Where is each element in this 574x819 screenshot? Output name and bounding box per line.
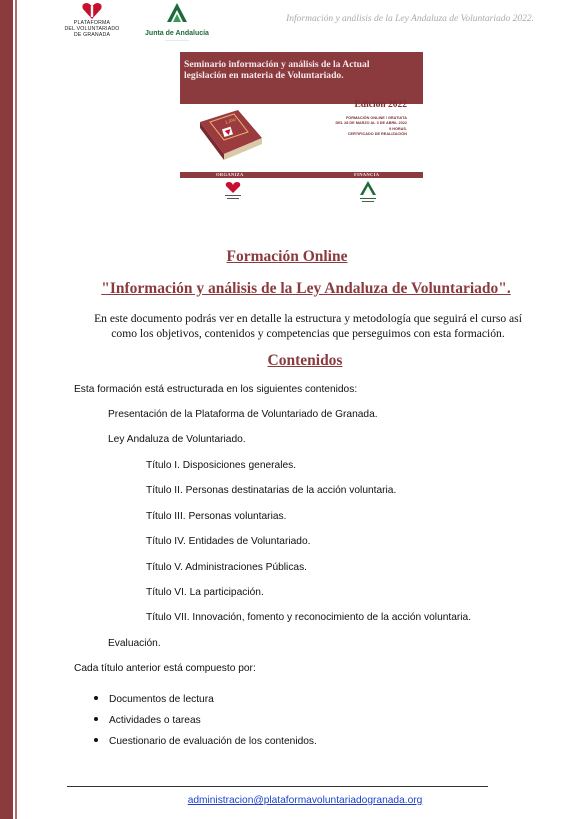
banner-edition: Edición 2022 (354, 100, 407, 110)
left-sidebar-line (15, 0, 17, 819)
banner-financia-logo (356, 180, 380, 206)
running-header-title: Información y análisis de la Ley Andaluza de Voluntariado 2022. (286, 14, 534, 24)
heading-course-title: "Información y análisis de la Ley Andaluza de Voluntariado". (101, 280, 511, 297)
heading-formacion-online: Formación Online (226, 248, 348, 265)
banner-organiza-logo (222, 181, 244, 203)
footer-divider (67, 786, 488, 787)
banner-headline: Seminario información y análisis de la Actual legislación en materia de Voluntariado. (184, 59, 370, 81)
composed-intro: Cada título anterior está compuesto por: (74, 663, 256, 674)
heading-contenidos: Contenidos (267, 352, 343, 369)
content-item: Ley Andaluza de Voluntariado. (108, 434, 246, 445)
bullet-item (94, 694, 214, 705)
book-label: LAW (225, 117, 238, 126)
titulo-item: Título VII. Innovación, fomento y reconocimiento de la acción voluntaria. (146, 612, 472, 623)
law-book-icon (196, 108, 266, 168)
banner-detail-line: CERTIFICADO DE REALIZACIÓN (347, 132, 407, 137)
banner-organiza-label: ORGANIZA (216, 172, 244, 177)
bullet-item (94, 736, 317, 747)
plataforma-voluntariado-logo (62, 2, 122, 38)
banner-detail-line: 9 HORAS. (389, 126, 407, 131)
titulo-item: Título I. Disposiciones generales. (146, 460, 297, 471)
plataforma-heart-icon (81, 2, 103, 20)
left-sidebar-band (0, 0, 13, 819)
banner-details (336, 116, 407, 138)
org-logo-line: DE GRANADA (73, 32, 111, 38)
org-logo-line: DEL VOLUNTARIADO (64, 26, 120, 32)
bullet-text: Documentos de lectura (109, 694, 214, 705)
content-item: Presentación de la Plataforma de Voluntariado de Granada. (108, 409, 378, 420)
titulo-item: Título VI. La participación. (146, 587, 264, 598)
banner-financia-label: FINANCIA (354, 172, 380, 177)
bullet-icon (94, 738, 98, 742)
bullet-text: Actividades o tareas (109, 715, 201, 726)
gov-logo-name: Junta de Andalucía (145, 30, 209, 37)
titulo-item: Título II. Personas destinatarias de la acción voluntaria. (146, 485, 397, 496)
bullet-item (94, 715, 201, 726)
contents-intro: Esta formación está estructurada en los siguientes contenidos: (74, 384, 358, 395)
titulo-item: Título IV. Entidades de Voluntariado. (146, 536, 311, 547)
banner-detail-line: DEL 28 DE MARZO AL 3 DE ABRIL 2022 (335, 121, 407, 126)
org-logo-line: PLATAFORMA (73, 20, 111, 26)
bullet-text: Cuestionario de evaluación de los contenidos. (109, 736, 317, 747)
junta-andalucia-logo (142, 2, 212, 42)
content-item-evaluacion: Evaluación. (108, 638, 161, 649)
footer-email-link[interactable]: administracion@plataformavoluntariadogranada.org (187, 795, 423, 806)
banner-detail-line: FORMACIÓN ONLINE / GRATUITA (345, 116, 407, 120)
intro-paragraph: En este documento podrás ver en detalle la estructura y metodología que seguirá el curso así como los objetivos, contenidos y competencias que perseguimos con esta formación. (94, 312, 522, 340)
bullet-icon (94, 696, 98, 700)
junta-emblem-icon (164, 2, 190, 24)
titulo-item: Título V. Administraciones Públicas. (146, 562, 308, 573)
gov-logo-subline: ———————— (165, 38, 189, 42)
titulo-item: Título III. Personas voluntarias. (146, 511, 287, 522)
course-banner (180, 52, 423, 211)
bullet-icon (94, 717, 98, 721)
